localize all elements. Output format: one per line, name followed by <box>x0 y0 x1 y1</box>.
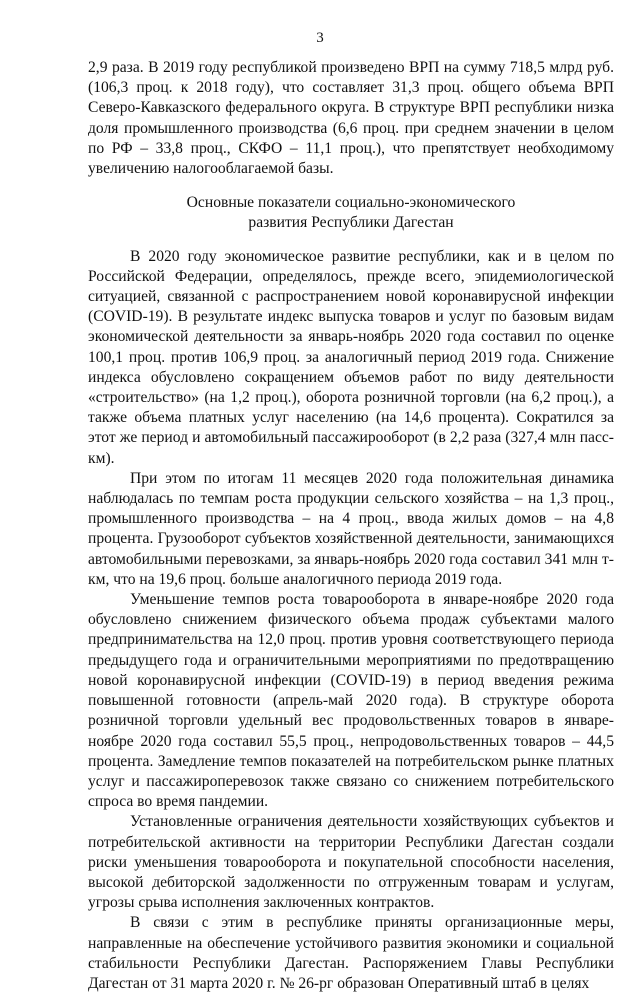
page-number: 3 <box>316 30 324 46</box>
paragraph: Уменьшение темпов роста товарооборота в январе-ноябре 2020 года обусловлено снижением физического объема продаж субъектами малого предпринимательства на 12,0 проц. против уровня соответствующего периода предыдущего года и ограничительными мероприятиями по предотвращению новой коронавирусной инфекции (COVID-19) в период введения режима повышенной готовности (апрель-май 2020 года). В структуре оборота розничной торговли удельный вес продовольственных товаров в январе-ноябре 2020 года составил 55,5 проц., непродовольственных товаров – 44,5 процента. Замедление темпов показателей на потребительском рынке платных услуг и пассажироперевозок также связано со снижением потребительского спроса во время пандемии. <box>88 591 614 811</box>
paragraph: В связи с этим в республике приняты организационные меры, направленные на обеспечение устойчивого развития экономики и социальной стабильности Республики Дагестан. Распоряжением Главы Республики Дагестан от 31 марта 2020 г. № 26-рг образован Оперативный штаб в целях <box>88 914 614 992</box>
paragraph: Установленные ограничения деятельности хозяйствующих субъектов и потребительской активности на территории Республики Дагестан создали риски уменьшения товарооборота и покупательной способности населения, высокой дебиторской задолженности по отгруженным товарам и услугам, угрозы срыва исполнения заключенных контрактов. <box>88 813 614 912</box>
section-heading-line-2: развития Республики Дагестан <box>248 214 454 232</box>
paragraph-continuation: 2,9 раза. В 2019 году республикой произведено ВРП на сумму 718,5 млрд руб. (106,3 проц. к 2018 году), что составляет 31,3 проц. общего объема ВРП Северо-Кавказского федерального округа. В структуре ВРП республики низка доля промышленного производства (6,6 проц. при среднем значении в целом по РФ – 33,8 проц., СКФО – 11,1 проц.), что препятствует необходимому увеличению налогооблагаемой базы. <box>88 59 614 178</box>
paragraph: При этом по итогам 11 месяцев 2020 года положительная динамика наблюдалась по темпам роста продукции сельского хозяйства – на 1,3 проц., промышленного производства – на 4 проц., ввода жилых домов – на 4,8 процента. Грузооборот субъектов хозяйственной деятельности, занимающихся автомобильными перевозками, за январь-ноябрь 2020 года составил 341 млн т-км, что на 19,6 проц. больше аналогичного периода 2019 года. <box>88 469 614 588</box>
section-heading <box>88 193 614 233</box>
section-heading-line-1: Основные показатели социально-экономического <box>186 194 516 212</box>
paragraph: В 2020 году экономическое развитие республики, как и в целом по Российской Федерации, определялось, прежде всего, эпидемиологической ситуацией, связанной с распространением новой коронавирусной инфекции (COVID-19). В результате индекс выпуска товаров и услуг по базовым видам экономической деятельности за январь-ноябрь 2020 года составил по оценке 100,1 проц. против 106,9 проц. за аналогичный период 2019 года. Снижение индекса обусловлено сокращением объемов работ по виду деятельности «строительство» (на 1,2 проц.), оборота розничной торговли (на 6,2 проц.), а также объема платных услуг населению (на 14,6 процента). Сократился за этот же период и автомобильный пассажирооборот (в 2,2 раза (327,4 млн пасс-км). <box>88 247 614 467</box>
